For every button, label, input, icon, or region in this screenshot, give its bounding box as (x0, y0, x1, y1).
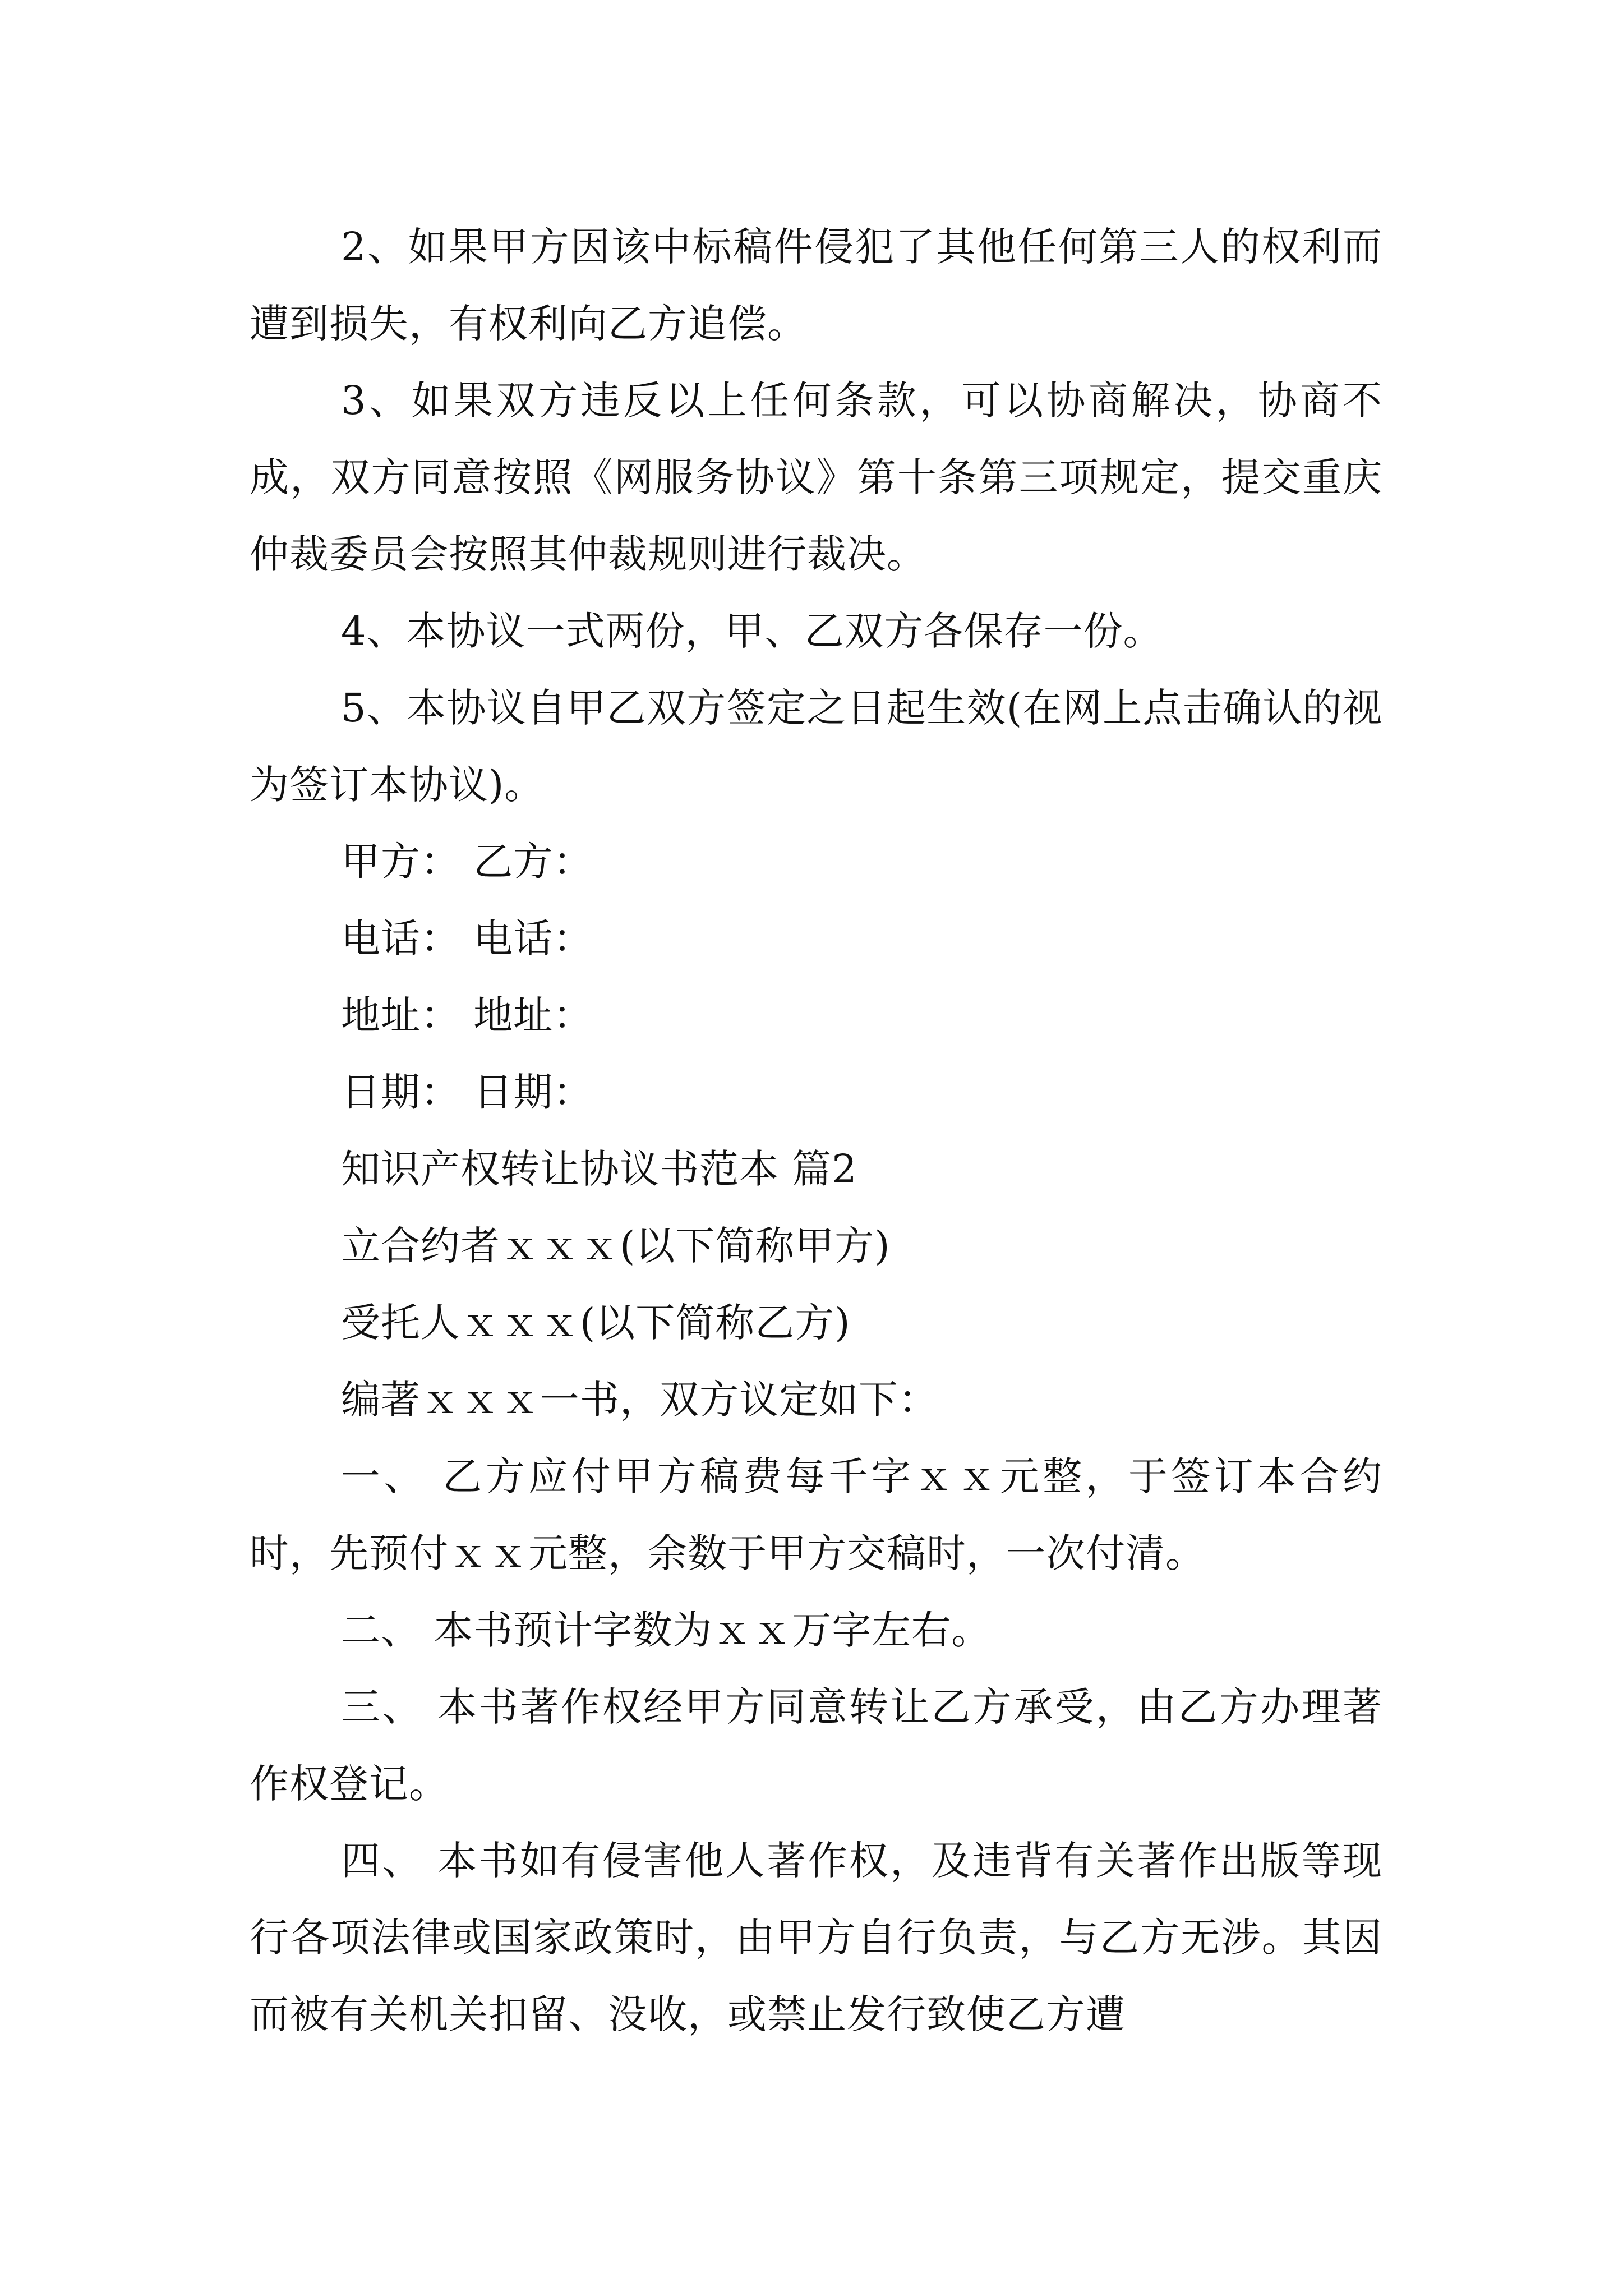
paragraph-clause-4: 4、本协议一式两份，甲、乙双方各保存一份。 (341, 608, 1163, 654)
header-trustee: 受托人ｘｘｘ(以下简称乙方) (341, 1300, 851, 1346)
clause-four: 四、 本书如有侵害他人著作权，及违背有关著作出版等现行各项法律或国家政策时，由甲方自行负责，与乙方无涉。其因而被有关机关扣留、没收，或禁止发行致使乙方遭 (250, 1838, 1382, 2037)
document-body (250, 209, 1382, 2053)
header-contractor: 立合约者ｘｘｘ(以下简称甲方) (341, 1223, 891, 1269)
signature-date: 日期： 日期： (341, 1069, 593, 1115)
header-book: 编著ｘｘｘ一书，双方议定如下： (341, 1377, 938, 1423)
clause-two: 二、 本书预计字数为ｘｘ万字左右。 (341, 1607, 992, 1653)
section-title: 知识产权转让协议书范本 篇2 (341, 1146, 857, 1192)
paragraph-clause-3: 3、如果双方违反以上任何条款，可以协商解决，协商不成，双方同意按照《网服务协议》第十条第三项规定，提交重庆仲裁委员会按照其仲裁规则进行裁决。 (250, 378, 1382, 577)
paragraph-clause-5: 5、本协议自甲乙双方签定之日起生效(在网上点击确认的视为签订本协议)。 (250, 685, 1382, 808)
signature-phone: 电话： 电话： (341, 915, 593, 961)
paragraph-clause-2: 2、如果甲方因该中标稿件侵犯了其他任何第三人的权利而遭到损失，有权利向乙方追偿。 (250, 224, 1382, 347)
clause-one: 一、 乙方应付甲方稿费每千字ｘｘ元整，于签订本合约时，先预付ｘｘ元整，余数于甲方交稿时，一次付清。 (250, 1453, 1382, 1576)
signature-address: 地址： 地址： (341, 992, 593, 1038)
clause-three: 三、 本书著作权经甲方同意转让乙方承受，由乙方办理著作权登记。 (250, 1684, 1382, 1807)
signature-party: 甲方： 乙方： (341, 839, 593, 885)
